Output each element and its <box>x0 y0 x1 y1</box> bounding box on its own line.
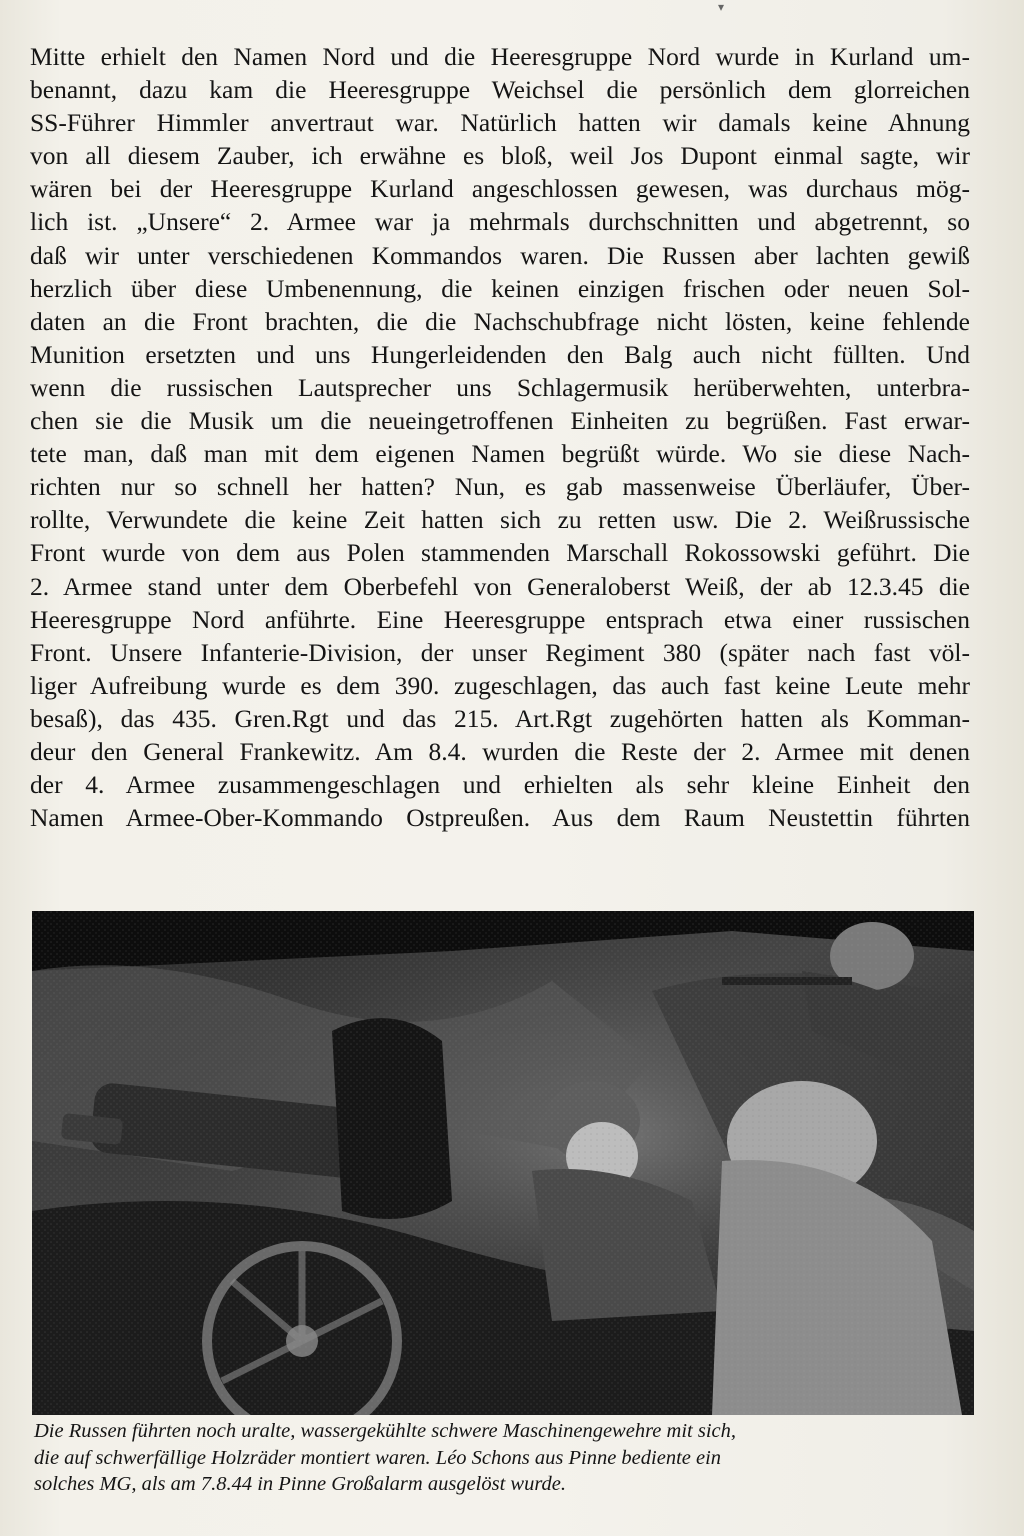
body-line: Front. Unsere Infanterie-Division, der unser Regiment 380 (später nach fast völ- <box>30 637 970 667</box>
scan-mark: ▾ <box>718 0 725 14</box>
body-line: herzlich über diese Umbenennung, die keinen einzigen frischen oder neuen Sol- <box>30 273 970 303</box>
photograph <box>32 911 974 1415</box>
body-line: lich ist. „Unsere“ 2. Armee war ja mehrmals durchschnitten und abgetrennt, so <box>30 207 970 237</box>
caption-line: solches MG, als am 7.8.44 in Pinne Großalarm ausgelöst wurde. <box>34 1473 567 1495</box>
body-line: wären bei der Heeresgruppe Kurland angeschlossen gewesen, was durchaus mög- <box>30 174 970 204</box>
body-line: Munition ersetzten und uns Hungerleidenden den Balg auch nicht füllten. Und <box>30 339 970 369</box>
body-line: benannt, dazu kam die Heeresgruppe Weichsel die persönlich dem glorreichen <box>30 75 970 105</box>
body-line: besaß), das 435. Gren.Rgt und das 215. Art.Rgt zugehörten hatten als Komman- <box>30 703 970 733</box>
body-line: deur den General Frankewitz. Am 8.4. wurden die Reste der 2. Armee mit denen <box>30 736 970 766</box>
photo-caption <box>34 1418 954 1498</box>
body-line: der 4. Armee zusammengeschlagen und erhielten als sehr kleine Einheit den <box>30 770 970 800</box>
body-line: SS-Führer Himmler anvertraut war. Natürlich hatten wir damals keine Ahnung <box>30 108 970 138</box>
body-line: daß wir unter verschiedenen Kommandos waren. Die Russen aber lachten gewiß <box>30 240 970 270</box>
body-line: daten an die Front brachten, die die Nachschubfrage nicht lösten, keine fehlende <box>30 306 970 336</box>
body-line: tete man, daß man mit dem eigenen Namen begrüßt würde. Wo sie diese Nach- <box>30 439 970 469</box>
body-line: liger Aufreibung wurde es dem 390. zugeschlagen, das auch fast keine Leute mehr <box>30 670 970 700</box>
body-line: chen sie die Musik um die neueingetroffenen Einheiten zu begrüßen. Fast erwar- <box>30 406 970 436</box>
caption-line: die auf schwerfällige Holzräder montiert waren. Léo Schons aus Pinne bediente ein <box>34 1446 722 1469</box>
body-line: Front wurde von dem aus Polen stammenden Marschall Rokossowski geführt. Die <box>30 538 970 568</box>
caption-line: Die Russen führten noch uralte, wassergekühlte schwere Maschinengewehre mit sich, <box>34 1420 736 1442</box>
body-line: 2. Armee stand unter dem Oberbefehl von Generaloberst Weiß, der ab 12.3.45 die <box>30 571 970 601</box>
body-line: rollte, Verwundete die keine Zeit hatten sich zu retten usw. Die 2. Weißrussische <box>30 505 970 535</box>
body-line: Heeresgruppe Nord anführte. Eine Heeresgruppe entsprach etwa einer russischen <box>30 604 970 634</box>
body-line: von all diesem Zauber, ich erwähne es bloß, weil Jos Dupont einmal sagte, wir <box>30 141 970 171</box>
body-line: richten nur so schnell her hatten? Nun, es gab massenweise Überläufer, Über- <box>30 472 970 502</box>
photo-illustration <box>32 911 974 1415</box>
body-line: Namen Armee-Ober-Kommando Ostpreußen. Aus dem Raum Neustettin führten <box>30 803 970 833</box>
body-text <box>30 40 970 834</box>
body-line: Mitte erhielt den Namen Nord und die Heeresgruppe Nord wurde in Kurland um- <box>30 42 970 71</box>
body-line: wenn die russischen Lautsprecher uns Schlagermusik herüberwehten, unterbra- <box>30 372 970 402</box>
